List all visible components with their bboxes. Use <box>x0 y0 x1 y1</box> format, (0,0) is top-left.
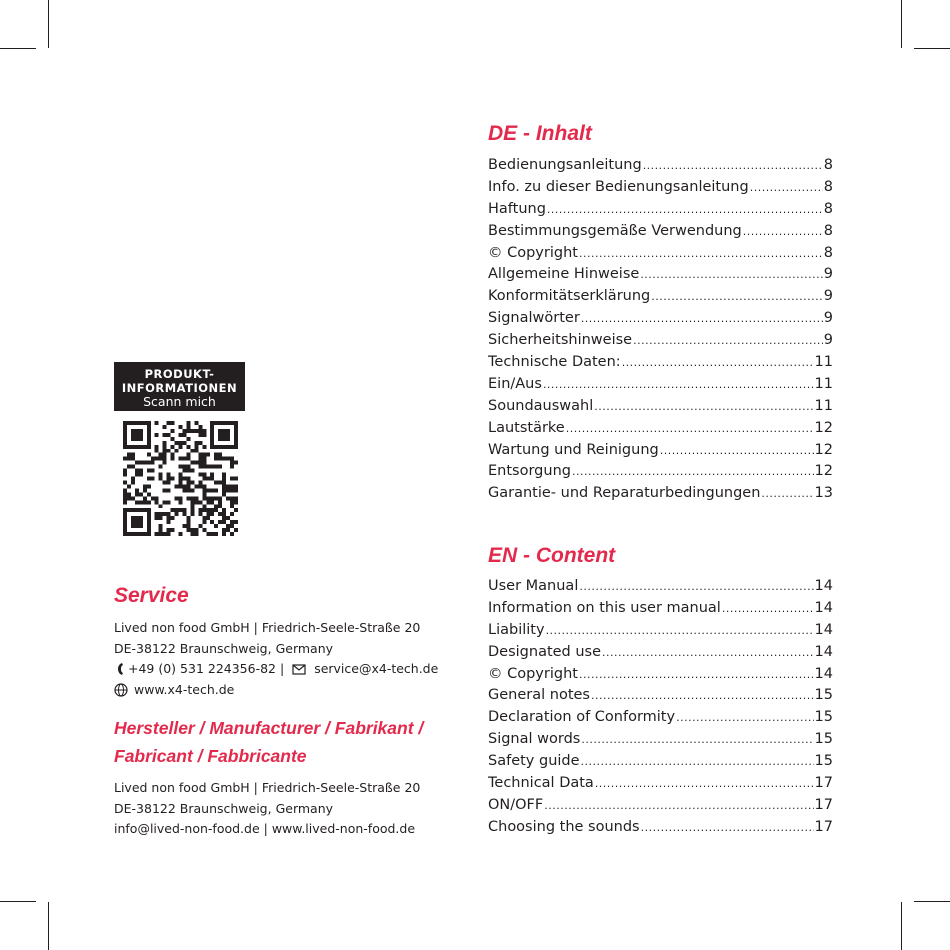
qr-label-line1: PRODUKT- <box>144 367 215 381</box>
toc-en-item-title: Safety guide <box>488 753 580 770</box>
dot-leader <box>595 777 814 790</box>
manufacturer-heading-line2: Fabricant / Fabbricante <box>114 746 307 766</box>
dot-leader <box>566 422 814 435</box>
toc-de-item[interactable] <box>488 376 833 398</box>
toc-de-item-title: Ein/Aus <box>488 375 542 392</box>
qr-label <box>114 362 245 411</box>
crop-mark <box>0 48 36 49</box>
toc-de-item[interactable] <box>488 288 833 310</box>
toc-en-item-page: 17 <box>814 818 833 835</box>
toc-de-item-page: 12 <box>814 419 833 436</box>
dot-leader <box>633 334 823 347</box>
dot-leader <box>660 444 814 457</box>
toc-de-item[interactable] <box>488 245 833 267</box>
service-address <box>114 618 438 700</box>
toc-en-item-title: Information on this user manual <box>488 599 721 616</box>
dot-leader <box>761 487 813 500</box>
toc-de-item-page: 11 <box>814 397 833 414</box>
toc-de-item[interactable] <box>488 201 833 223</box>
toc-de-item[interactable] <box>488 442 833 464</box>
toc-en-item-page: 17 <box>814 796 833 813</box>
dot-leader <box>579 580 813 593</box>
manufacturer-line2: DE-38122 Braunschweig, Germany <box>114 800 334 816</box>
crop-mark <box>0 901 36 902</box>
crop-mark <box>48 0 49 48</box>
dot-leader <box>651 290 823 303</box>
manufacturer-line1: Lived non food GmbH | Friedrich-Seele-Straße 20 <box>114 780 421 796</box>
dot-leader <box>543 378 814 391</box>
dot-leader <box>591 689 814 702</box>
service-contact-line <box>114 659 438 680</box>
toc-en-item[interactable] <box>488 775 833 797</box>
toc-de-item-title: Wartung und Reinigung <box>488 441 659 458</box>
manufacturer-heading-line1: Hersteller / Manufacturer / Fabrikant / <box>114 718 424 738</box>
dot-leader <box>641 821 814 834</box>
toc-en-item-title: Designated use <box>488 643 602 660</box>
toc-de-item-page: 11 <box>814 375 833 392</box>
toc-en-item[interactable] <box>488 797 833 819</box>
toc-en-item-title: General notes <box>488 687 590 704</box>
toc-en-item-title: © Copyright <box>488 665 578 682</box>
toc-de-item-page: 13 <box>814 485 833 502</box>
toc-de-list <box>488 157 833 507</box>
toc-de-item-title: Garantie- und Reparaturbedingungen <box>488 485 761 502</box>
dot-leader <box>643 159 823 172</box>
toc-de-item-title: Soundauswahl <box>488 397 594 414</box>
toc-de-item[interactable] <box>488 266 833 288</box>
toc-en-item-page: 14 <box>814 621 833 638</box>
toc-en-item-title: Signal words <box>488 731 581 748</box>
toc-de-item-page: 8 <box>823 178 833 195</box>
toc-de-item-title: Bedienungsanleitung <box>488 157 642 173</box>
toc-en-item[interactable] <box>488 578 833 600</box>
toc-de-item-page: 8 <box>823 244 833 261</box>
qr-label-line2: INFORMATIONEN <box>121 381 238 395</box>
qr-label-line3: Scann mich <box>143 394 216 409</box>
toc-de-item-page: 9 <box>823 288 833 305</box>
toc-de-item-title: Sicherheitshinweise <box>488 332 633 349</box>
service-heading: Service <box>114 584 189 607</box>
dot-leader <box>676 711 813 724</box>
toc-de-item[interactable] <box>488 223 833 245</box>
toc-en-item[interactable] <box>488 600 833 622</box>
toc-de-item-title: Signalwörter <box>488 310 580 327</box>
dot-leader <box>602 646 814 659</box>
globe-icon <box>114 683 128 697</box>
toc-de-item-page: 9 <box>823 266 833 283</box>
dot-leader <box>722 602 814 615</box>
service-email[interactable]: service@x4-tech.de <box>314 661 439 677</box>
crop-mark <box>914 48 950 49</box>
dot-leader <box>581 312 823 325</box>
toc-en-item[interactable] <box>488 644 833 666</box>
toc-de-item-title: Allgemeine Hinweise <box>488 266 640 283</box>
toc-de-item-page: 9 <box>823 310 833 327</box>
toc-en-item[interactable] <box>488 622 833 644</box>
toc-en-list <box>488 578 833 841</box>
toc-de-item-title: Technische Daten: <box>488 354 621 371</box>
dot-leader <box>743 225 823 238</box>
toc-de-item-page: 8 <box>823 157 833 173</box>
dot-leader <box>750 181 823 194</box>
toc-de-item-page: 8 <box>823 222 833 239</box>
toc-en-item-page: 14 <box>814 599 833 616</box>
toc-de-item-title: © Copyright <box>488 244 578 261</box>
qr-code[interactable] <box>123 421 238 536</box>
service-line1: Lived non food GmbH | Friedrich-Seele-Straße 20 <box>114 620 421 636</box>
toc-de-item[interactable] <box>488 354 833 376</box>
manufacturer-address <box>114 778 420 840</box>
toc-en-item-title: Liability <box>488 621 545 638</box>
toc-en-item[interactable] <box>488 709 833 731</box>
toc-en-item-page: 15 <box>814 731 833 748</box>
toc-de-item[interactable] <box>488 420 833 442</box>
dot-leader <box>572 465 814 478</box>
dot-leader <box>581 733 813 746</box>
dot-leader <box>547 203 823 216</box>
toc-en-item-title: Technical Data <box>488 775 594 792</box>
toc-en-item[interactable] <box>488 687 833 709</box>
toc-en-item-title: User Manual <box>488 578 579 594</box>
toc-de-item-page: 12 <box>814 441 833 458</box>
service-phone: +49 (0) 531 224356-82 | <box>128 661 285 677</box>
toc-de-heading: DE - Inhalt <box>488 122 592 145</box>
crop-mark <box>48 902 49 950</box>
toc-en-item[interactable] <box>488 753 833 775</box>
toc-en-item-title: Declaration of Conformity <box>488 709 676 726</box>
service-web-line <box>114 680 438 701</box>
dot-leader <box>579 247 823 260</box>
service-web[interactable]: www.x4-tech.de <box>134 681 235 697</box>
crop-mark <box>901 902 902 950</box>
toc-en-item-page: 15 <box>814 709 833 726</box>
toc-en-item-page: 14 <box>814 578 833 594</box>
toc-en-item-page: 17 <box>814 775 833 792</box>
toc-de-item-page: 11 <box>814 354 833 371</box>
toc-de-item-title: Haftung <box>488 200 546 217</box>
dot-leader <box>594 400 813 413</box>
service-line2: DE-38122 Braunschweig, Germany <box>114 640 334 656</box>
toc-de-item-title: Lautstärke <box>488 419 565 436</box>
toc-en-item[interactable] <box>488 731 833 753</box>
toc-de-item-title: Entsorgung <box>488 463 571 480</box>
toc-de-item-page: 9 <box>823 332 833 349</box>
dot-leader <box>546 624 814 637</box>
toc-en-item[interactable] <box>488 819 833 841</box>
toc-de-item[interactable] <box>488 485 833 507</box>
toc-en-item-page: 15 <box>814 753 833 770</box>
toc-en-item[interactable] <box>488 666 833 688</box>
toc-de-item-page: 8 <box>823 200 833 217</box>
dot-leader <box>640 268 822 281</box>
crop-mark <box>914 901 950 902</box>
toc-en-item-title: ON/OFF <box>488 796 544 813</box>
toc-de-item-page: 12 <box>814 463 833 480</box>
toc-de-item[interactable] <box>488 463 833 485</box>
crop-mark <box>901 0 902 48</box>
phone-icon <box>114 662 124 676</box>
toc-de-item[interactable] <box>488 310 833 332</box>
dot-leader <box>622 356 814 369</box>
mail-icon <box>292 662 306 676</box>
toc-de-item[interactable] <box>488 157 833 179</box>
toc-en-item-page: 14 <box>814 643 833 660</box>
toc-de-item[interactable] <box>488 179 833 201</box>
dot-leader <box>581 755 814 768</box>
toc-de-item[interactable] <box>488 398 833 420</box>
toc-en-heading: EN - Content <box>488 544 616 567</box>
manufacturer-line3: info@lived-non-food.de | www.lived-non-food.de <box>114 821 416 837</box>
toc-de-item-title: Info. zu dieser Bedienungsanleitung <box>488 178 749 195</box>
toc-en-item-page: 15 <box>814 687 833 704</box>
toc-de-item[interactable] <box>488 332 833 354</box>
toc-de-item-title: Konformitätserklärung <box>488 288 651 305</box>
toc-en-item-title: Choosing the sounds <box>488 818 640 835</box>
toc-de-item-title: Bestimmungsgemäße Verwendung <box>488 222 742 239</box>
dot-leader <box>544 799 813 812</box>
dot-leader <box>579 668 814 681</box>
toc-en-item-page: 14 <box>814 665 833 682</box>
